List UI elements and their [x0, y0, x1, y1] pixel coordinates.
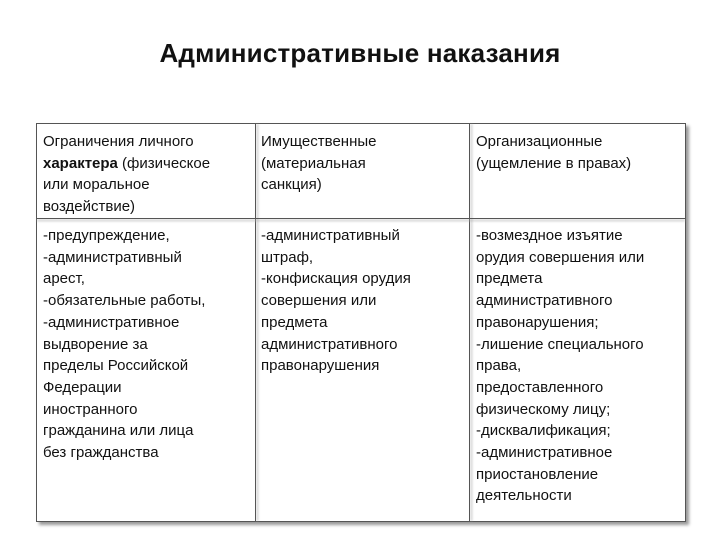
column-divider: [469, 124, 470, 521]
header-line: [43, 153, 210, 175]
header-line: Ограничения личного: [43, 133, 194, 150]
list-item: совершения или: [261, 292, 377, 310]
page-title: Административные наказания: [159, 38, 561, 68]
list-item: правонарушения;: [476, 313, 599, 331]
header-cell-personal: [43, 131, 210, 218]
list-item: выдворение за: [43, 335, 148, 353]
list-item: -конфискация орудия: [261, 270, 411, 288]
list-item: физическому лицу;: [476, 400, 611, 418]
list-item: права,: [476, 357, 522, 375]
list-item: -дисквалификация;: [476, 422, 611, 440]
header-cell-organizational: [476, 131, 631, 174]
punishments-table: [36, 123, 686, 522]
list-item: административного: [261, 335, 398, 353]
header-line: воздействие): [43, 198, 136, 216]
list-item: деятельности: [476, 487, 572, 505]
list-item: приостановление: [476, 465, 599, 483]
list-item: предмета: [261, 313, 328, 331]
header-line: санкция): [261, 176, 322, 194]
header-divider: [37, 218, 685, 219]
list-item: без гражданства: [43, 444, 159, 462]
list-item: -административное: [476, 444, 613, 462]
list-item: -возмездное изъятие: [476, 227, 623, 244]
body-cell-organizational: [476, 225, 644, 507]
list-item: -административный: [261, 227, 400, 244]
list-item: -лишение специального: [476, 335, 644, 353]
list-item: -административный: [43, 248, 182, 266]
list-item: предмета: [476, 270, 543, 288]
list-item: орудия совершения или: [476, 248, 645, 266]
header-line: (ущемление в правах): [476, 154, 632, 172]
header-line: (материальная: [261, 154, 366, 172]
header-bold-word: характера: [43, 154, 118, 172]
list-item: -предупреждение,: [43, 227, 170, 244]
list-item: -административное: [43, 313, 180, 331]
list-item: иностранного: [43, 400, 138, 418]
column-divider: [255, 124, 256, 521]
list-item: пределы Российской: [43, 357, 189, 375]
list-item: -обязательные работы,: [43, 292, 206, 310]
list-item: предоставленного: [476, 378, 604, 396]
header-line: Имущественные: [261, 133, 377, 150]
list-item: Федерации: [43, 378, 122, 396]
body-cell-property: [261, 225, 411, 377]
list-item: штраф,: [261, 248, 314, 266]
list-item: административного: [476, 292, 613, 310]
body-cell-personal: [43, 225, 205, 464]
header-cell-property: [261, 131, 376, 196]
header-line: Организационные: [476, 133, 603, 150]
list-item: гражданина или лица: [43, 422, 194, 440]
header-line-rest: (физическое: [117, 154, 211, 172]
list-item: правонарушения: [261, 357, 380, 375]
header-line: или моральное: [43, 176, 150, 194]
list-item: арест,: [43, 270, 85, 288]
